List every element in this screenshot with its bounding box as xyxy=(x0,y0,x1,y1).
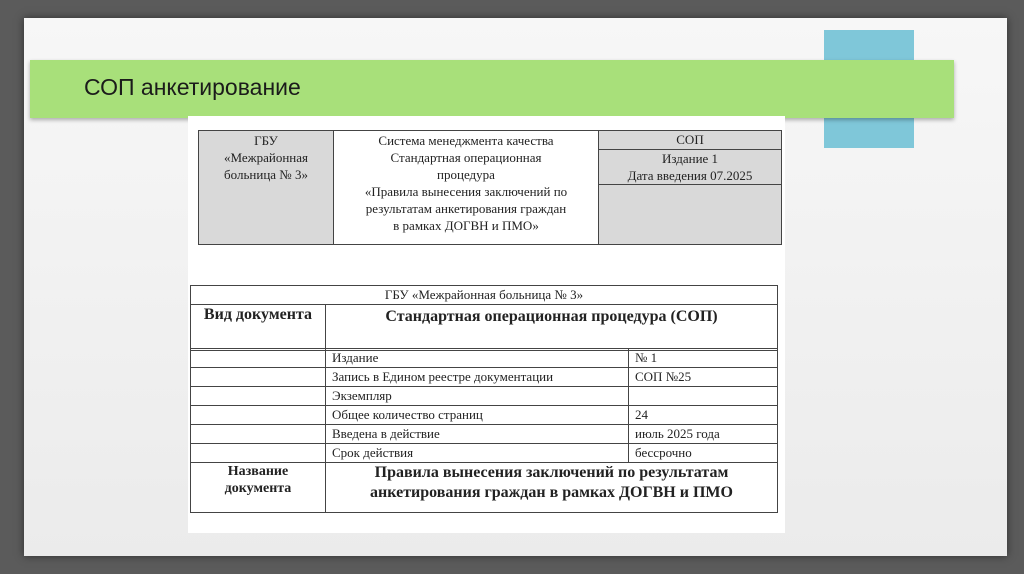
sop-label: СОП xyxy=(599,131,781,150)
title-bar xyxy=(30,60,954,118)
table-row xyxy=(191,444,778,463)
slide-title: СОП анкетирование xyxy=(84,74,301,100)
system-line: в рамках ДОГВН и ПМО» xyxy=(393,218,539,233)
field-value: № 1 xyxy=(629,349,778,368)
doc-name-value: Правила вынесения заключений по результатам анкетирования граждан в рамках ДОГВН и ПМО xyxy=(326,463,778,513)
table-row xyxy=(191,463,778,513)
table-row xyxy=(191,406,778,425)
system-line: результатам анкетирования граждан xyxy=(365,201,567,216)
org-line: «Межрайонная xyxy=(223,150,309,165)
org-line: ГБУ xyxy=(254,133,278,148)
field-value: июль 2025 года xyxy=(629,425,778,444)
sop-cell xyxy=(599,131,782,245)
doc-type-value: Стандартная операционная процедура (СОП) xyxy=(326,305,778,351)
table-row xyxy=(191,349,778,368)
field-name: Введена в действие xyxy=(326,425,629,444)
doc-fields-table xyxy=(190,348,778,513)
field-name: Издание xyxy=(326,349,629,368)
org-name-cell: ГБУ «Межрайонная больница № 3» xyxy=(191,286,778,305)
doc-info-table xyxy=(190,285,778,351)
field-value: бессрочно xyxy=(629,444,778,463)
field-value: 24 xyxy=(629,406,778,425)
system-line: процедура xyxy=(437,167,495,182)
system-line: «Правила вынесения заключений по xyxy=(364,184,568,199)
document-image xyxy=(188,116,785,533)
field-name: Запись в Едином реестре документации xyxy=(326,368,629,387)
org-line: больница № 3» xyxy=(224,167,308,182)
field-name: Срок действия xyxy=(326,444,629,463)
doc-type-label: Вид документа xyxy=(191,305,326,351)
field-value: СОП №25 xyxy=(629,368,778,387)
system-line: Система менеджмента качества xyxy=(378,133,554,148)
table-row xyxy=(191,425,778,444)
field-name: Общее количество страниц xyxy=(326,406,629,425)
doc-header-table xyxy=(198,130,782,245)
date-label: Дата введения 07.2025 xyxy=(599,167,781,185)
org-cell xyxy=(199,131,334,245)
field-name: Экземпляр xyxy=(326,387,629,406)
table-row xyxy=(191,368,778,387)
system-cell xyxy=(334,131,599,245)
system-line: Стандартная операционная xyxy=(390,150,542,165)
field-value xyxy=(629,387,778,406)
doc-name-label: Название документа xyxy=(191,463,326,513)
table-row xyxy=(191,387,778,406)
edition-label: Издание 1 xyxy=(661,151,719,166)
